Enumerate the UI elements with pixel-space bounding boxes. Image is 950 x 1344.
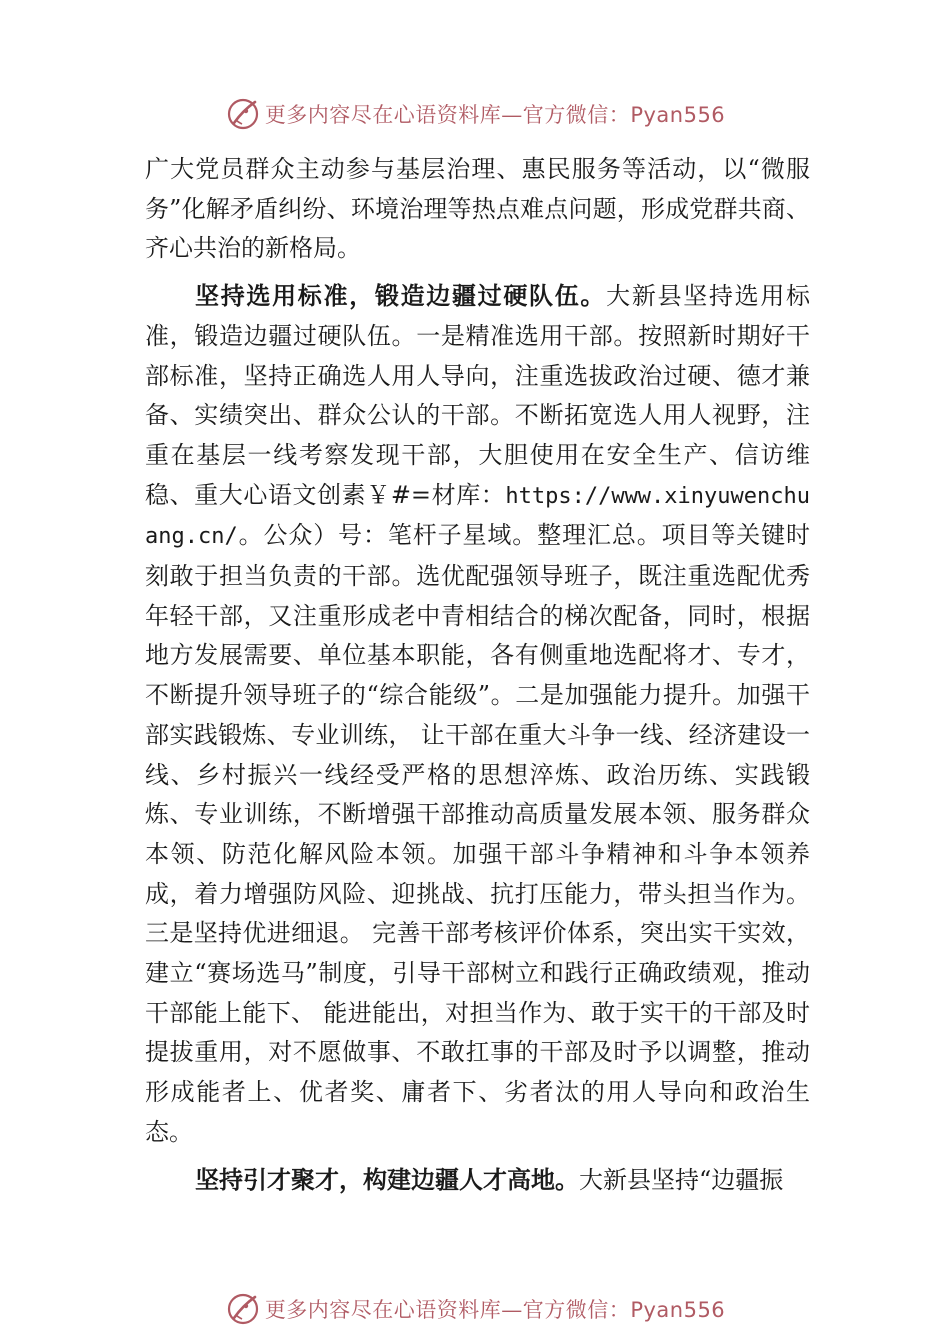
source-url: https://www.xinyuwenchuang.cn/ [145,483,810,550]
watermark-wechat-id: Pyan556 [630,103,726,127]
brush-logo-icon [225,1291,261,1327]
paragraph-text-continued: 。公众）号：笔杆子星域。整理汇总。项目等关键时刻敢于担当负责的干部。选优配强领导班子，既注重选配优秀年轻干部，又注重形成老中青相结合的梯次配备，同时，根据地方发展需要、单位基本职能，各有侧重地选配将才、专才，不断提升领导班子的“综合能级”。二是加强能力提升。加强干部实践锻炼、专业训练， 让干部在重大斗争一线、经济建设一线、乡村振兴一线经受严格的思想淬炼、政治历练、实践锻炼、专业训练，不断增强干部推动高质量发展本领、服务群众本领、防范化解风险本领。加强干部斗争精神和斗争本领养成，着力增强防风险、迎挑战、抗打压能力，带头担当作为。三是坚持优进细退。 完善干部考核评价体系，突出实干实效，建立“赛场选马”制度，引导干部树立和践行正确政绩观，推动干部能上能下、 能进能出，对担当作为、敢于实干的干部及时提拔重用，对不愿做事、不敢扛事的干部及时予以调整，推动形成能者上、优者奖、庸者下、劣者汰的用人导向和政治生态。 [145,521,810,1146]
paragraph-2 [145,277,810,1152]
watermark-text: 更多内容尽在心语资料库—官方微信：Pyan556 [264,1298,726,1322]
brush-logo-icon [225,96,261,132]
paragraph-1 [145,150,810,269]
paragraph-text: 大新县坚持选用标准，锻造边疆过硬队伍。一是精准选用干部。按照新时期好干部标准，坚持正确选人用人导向，注重选拔政治过硬、德才兼备、实绩突出、群众公认的干部。不断拓宽选人用人视野，注重在基层一线考察发现干部，大胆使用在安全生产、信访维稳、重大心语文创素￥#=材库： [145,282,811,509]
paragraph-3 [145,1161,810,1201]
watermark-text: 更多内容尽在心语资料库—官方微信：Pyan556 [264,103,726,127]
paragraph-lead: 坚持选用标准，锻造边疆过硬队伍。 [195,282,607,311]
paragraph-text: 大新县坚持“边疆振 [579,1165,784,1194]
watermark-wechat-id: Pyan556 [630,1298,726,1322]
header-watermark [0,94,950,134]
footer-watermark [0,1289,950,1329]
document-body [145,150,810,1208]
paragraph-lead: 坚持引才聚才，构建边疆人才高地。 [195,1165,579,1194]
paragraph-text: 广大党员群众主动参与基层治理、惠民服务等活动，以“微服务”化解矛盾纠纷、环境治理等热点难点问题，形成党群共商、齐心共治的新格局。 [145,155,810,263]
